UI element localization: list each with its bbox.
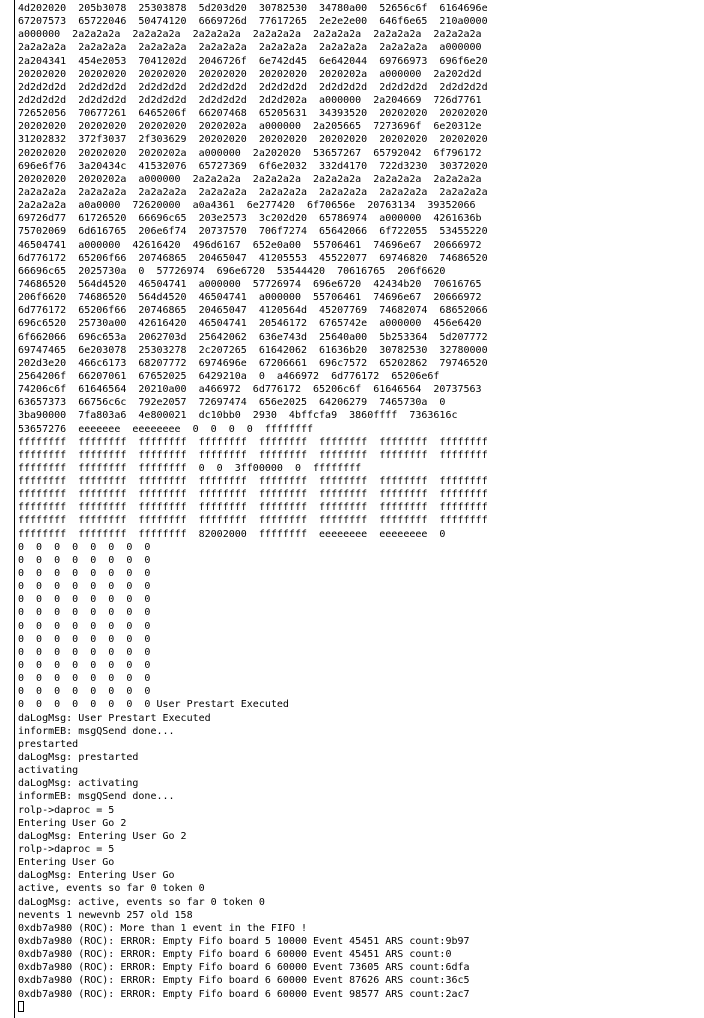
terminal-line: rolp->daproc = 5 bbox=[18, 844, 115, 855]
terminal-line: 66696c65 2025730a 0 57726974 696e6720 53544420 70616765 206f6620 bbox=[18, 265, 446, 277]
terminal-line: 0 0 0 0 0 0 0 0 bbox=[18, 633, 151, 645]
terminal-line: 0 0 0 0 0 0 0 0 bbox=[18, 673, 151, 685]
terminal-line: 0 0 0 0 0 0 0 0 bbox=[18, 541, 151, 553]
window-border bbox=[14, 0, 15, 1018]
terminal-line: 69747465 6e203078 25303278 2c207265 61642062 61636b20 30782530 32780000 bbox=[18, 344, 488, 356]
terminal-line: 0 0 0 0 0 0 0 0 User Prestart Executed bbox=[18, 699, 289, 711]
terminal-line: 72652056 70677261 6465206f 66207468 65205631 34393520 20202020 20202020 bbox=[18, 108, 488, 120]
terminal-line: 0xdb7a980 (ROC): ERROR: Empty Fifo board 6 60000 Event 45451 ARS count:0 bbox=[18, 949, 452, 961]
terminal-line: 0 0 0 0 0 0 0 0 bbox=[18, 594, 151, 606]
terminal-line: 2a2a2a2a a0a0000 72620000 a0a4361 6e277420 6f70656e 20763134 39352066 bbox=[18, 200, 476, 212]
terminal-line: 0 0 0 0 0 0 0 0 bbox=[18, 646, 151, 658]
terminal-line: 202d3e20 466c6173 68207772 6974696e 67206661 696c7572 65202862 79746520 bbox=[18, 357, 488, 369]
terminal-line: 6f662066 696c653a 2062703d 25642062 636e743d 25640a00 5b253364 5d207772 bbox=[18, 331, 488, 343]
terminal-line: daLogMsg: active, events so far 0 token 0 bbox=[18, 896, 265, 908]
terminal-line: nevents 1 newevnb 257 old 158 bbox=[18, 909, 193, 921]
terminal-line: 206f6620 74686520 564d4520 46504741 a000000 55706461 74696e67 20666972 bbox=[18, 292, 482, 304]
terminal-line: 0 0 0 0 0 0 0 0 bbox=[18, 554, 151, 566]
terminal-line: 20202020 2020202a a000000 2a2a2a2a 2a2a2a2a 2a2a2a2a 2a2a2a2a 2a2a2a2a bbox=[18, 173, 482, 185]
terminal-line: 0 0 0 0 0 0 0 0 bbox=[18, 620, 151, 632]
terminal-line: Entering User Go 2 bbox=[18, 817, 127, 829]
terminal-line: 67207573 65722046 50474120 6669726d 77617265 2e2e2e00 646f6e65 210a0000 bbox=[18, 16, 488, 28]
terminal-line: daLogMsg: prestarted bbox=[18, 752, 139, 764]
text-cursor bbox=[18, 1001, 24, 1012]
terminal-line: 2a2a2a2a 2a2a2a2a 2a2a2a2a 2a2a2a2a 2a2a2a2a 2a2a2a2a 2a2a2a2a a000000 bbox=[18, 42, 482, 54]
terminal-line: 4d202020 205b3078 25303878 5d203d20 30782530 34780a00 52656c6f 6164696e bbox=[18, 3, 488, 14]
terminal-line: 2d2d2d2d 2d2d2d2d 2d2d2d2d 2d2d2d2d 2d2d2d2d 2d2d2d2d 2d2d2d2d 2d2d2d2d bbox=[18, 81, 488, 93]
terminal-line: 53657276 eeeeeee eeeeeeee 0 0 0 0 ffffffff bbox=[18, 423, 314, 435]
terminal-line: 0xdb7a980 (ROC): ERROR: Empty Fifo board 6 60000 Event 73605 ARS count:6dfa bbox=[18, 962, 470, 974]
terminal-line: 696e6f76 3a20434c 41532076 65727369 6f6e2032 332d4170 722d3230 30372020 bbox=[18, 160, 488, 172]
terminal-line: 6d776172 65206f66 20746865 20465047 41205553 45522077 69746820 74686520 bbox=[18, 252, 488, 264]
terminal-output[interactable] bbox=[18, 2, 702, 1014]
terminal-line: 0 0 0 0 0 0 0 0 bbox=[18, 660, 151, 672]
terminal-line: 0xdb7a980 (ROC): ERROR: Empty Fifo board 5 10000 Event 45451 ARS count:9b97 bbox=[18, 935, 470, 947]
terminal-line: 0 0 0 0 0 0 0 0 bbox=[18, 581, 151, 593]
terminal-line: rolp->daproc = 5 bbox=[18, 804, 115, 816]
prompt-line[interactable] bbox=[18, 1001, 702, 1014]
terminal-line: 0xdb7a980 (ROC): ERROR: Empty Fifo board 6 60000 Event 98577 ARS count:2ac7 bbox=[18, 988, 470, 1000]
terminal-line: 2d2d2d2d 2d2d2d2d 2d2d2d2d 2d2d2d2d 2d2d202a a000000 2a204669 726d7761 bbox=[18, 94, 482, 106]
terminal-line: ffffffff ffffffff ffffffff ffffffff ffffffff ffffffff ffffffff ffffffff bbox=[18, 502, 488, 514]
terminal-line: 31202832 372f3037 2f303629 20202020 20202020 20202020 20202020 20202020 bbox=[18, 134, 488, 146]
terminal-line: 0 0 0 0 0 0 0 0 bbox=[18, 568, 151, 580]
terminal-line: ffffffff ffffffff ffffffff ffffffff ffffffff ffffffff ffffffff ffffffff bbox=[18, 489, 488, 501]
terminal-line: 74206c6f 61646564 20210a00 a466972 6d776172 65206c6f 61646564 20737563 bbox=[18, 384, 482, 396]
terminal-line: ffffffff ffffffff ffffffff 0 0 3ff00000 0 ffffffff bbox=[18, 462, 362, 474]
terminal-line: 0 0 0 0 0 0 0 0 bbox=[18, 607, 151, 619]
terminal-line: 20202020 20202020 2020202a a000000 2a202020 53657267 65792042 6f796172 bbox=[18, 147, 482, 159]
terminal-line: ffffffff ffffffff ffffffff ffffffff ffffffff ffffffff ffffffff ffffffff bbox=[18, 515, 488, 527]
terminal-line: 696c6520 25730a00 42616420 46504741 20546172 6765742e a000000 456e6420 bbox=[18, 318, 482, 330]
terminal-line: daLogMsg: Entering User Go bbox=[18, 870, 175, 882]
terminal-line: 3ba90000 7fa803a6 4e800021 dc10bb0 2930 4bffcfa9 3860ffff 7363616c bbox=[18, 410, 458, 422]
terminal-line: 20202020 20202020 20202020 2020202a a000000 2a205665 7273696f 6e20312e bbox=[18, 121, 482, 133]
terminal-line: 0xdb7a980 (ROC): ERROR: Empty Fifo board 6 60000 Event 87626 ARS count:36c5 bbox=[18, 975, 470, 987]
terminal-line: daLogMsg: User Prestart Executed bbox=[18, 712, 211, 724]
terminal-line: ffffffff ffffffff ffffffff 82002000 ffffffff eeeeeeee eeeeeeee 0 bbox=[18, 528, 446, 540]
terminal-line: 20202020 20202020 20202020 20202020 20202020 2020202a a000000 2a202d2d bbox=[18, 68, 482, 80]
terminal-line: Entering User Go bbox=[18, 857, 115, 869]
terminal-line: 2564206f 66207061 67652025 6429210a 0 a466972 6d776172 65206e6f bbox=[18, 370, 440, 382]
terminal-line: informEB: msgQSend done... bbox=[18, 791, 175, 803]
terminal-line: prestarted bbox=[18, 738, 79, 750]
terminal-line: 2a2a2a2a 2a2a2a2a 2a2a2a2a 2a2a2a2a 2a2a2a2a 2a2a2a2a 2a2a2a2a 2a2a2a2a bbox=[18, 186, 488, 198]
terminal-line: ffffffff ffffffff ffffffff ffffffff ffffffff ffffffff ffffffff ffffffff bbox=[18, 476, 488, 488]
terminal-line: 63657373 66756c6c 792e2057 72697474 656e2025 64206279 7465730a 0 bbox=[18, 397, 446, 409]
terminal-line: 0 0 0 0 0 0 0 0 bbox=[18, 686, 151, 698]
terminal-line: activating bbox=[18, 765, 79, 777]
terminal-line: active, events so far 0 token 0 bbox=[18, 883, 205, 895]
terminal-line: 75702069 6d616765 206e6f74 20737570 706f7274 65642066 6f722055 53455220 bbox=[18, 226, 488, 238]
terminal-line: 0xdb7a980 (ROC): More than 1 event in the FIFO ! bbox=[18, 922, 307, 934]
terminal-line: 46504741 a000000 42616420 496d6167 652e0a00 55706461 74696e67 20666972 bbox=[18, 239, 482, 251]
terminal-line: daLogMsg: Entering User Go 2 bbox=[18, 830, 187, 842]
terminal-line: 6d776172 65206f66 20746865 20465047 4120564d 45207769 74682074 68652066 bbox=[18, 305, 488, 317]
terminal-line: ffffffff ffffffff ffffffff ffffffff ffffffff ffffffff ffffffff ffffffff bbox=[18, 436, 488, 448]
terminal-line: daLogMsg: activating bbox=[18, 778, 139, 790]
terminal-line: 2a204341 454e2053 7041202d 2046726f 6e742d45 6e642044 69766973 696f6e20 bbox=[18, 55, 488, 67]
terminal-line: ffffffff ffffffff ffffffff ffffffff ffffffff ffffffff ffffffff ffffffff bbox=[18, 449, 488, 461]
terminal-line: 69726d77 61726520 66696c65 203e2573 3c202d20 65786974 a000000 4261636b bbox=[18, 213, 482, 225]
terminal-line: a000000 2a2a2a2a 2a2a2a2a 2a2a2a2a 2a2a2a2a 2a2a2a2a 2a2a2a2a 2a2a2a2a bbox=[18, 29, 482, 41]
terminal-line: 74686520 564d4520 46504741 a000000 57726974 696e6720 42434b20 70616765 bbox=[18, 278, 482, 290]
terminal-line: informEB: msgQSend done... bbox=[18, 725, 175, 737]
